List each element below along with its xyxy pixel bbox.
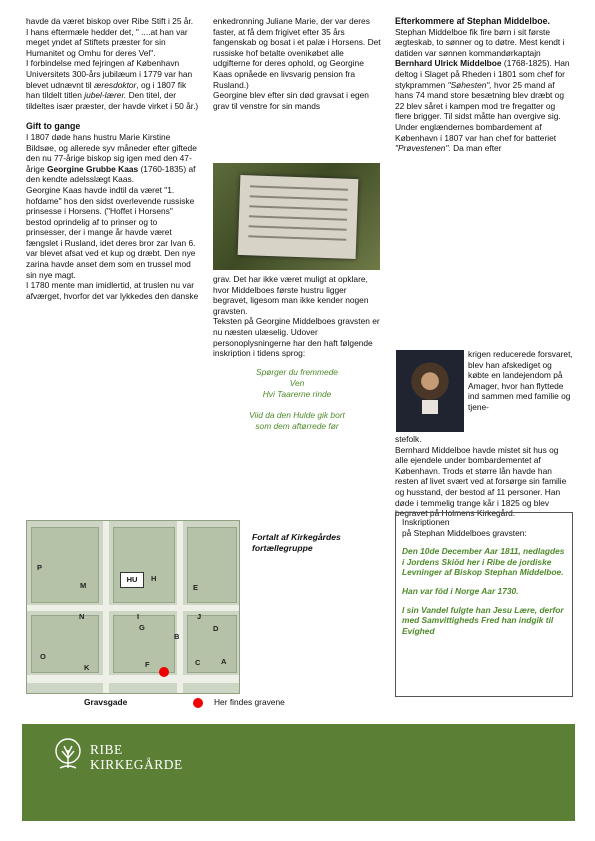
column-3-wrap [468,349,574,413]
section-heading: Gift to gange [26,121,81,132]
map-caption: Fortalt af Kirkegårdes fortællegruppe [252,532,341,553]
tree-logo-icon [54,738,82,772]
legend-label: Her findes gravene [214,697,285,707]
map-label: M [80,581,87,590]
column-2 [213,16,381,111]
map-label: C [195,658,201,667]
paragraph: I hans eftermæle hedder det, " ....at han var meget yndet af Stiftets præster for sin Humanitet og Omhu for deres Vel". [26,26,188,58]
map-label: O [40,652,46,661]
paragraph: enkedronning Juliane Marie, der var deres faster, at få dem frigivet efter 35 års fangenskab og bosat i et palæ i Horsens. Det russiske hof betalte ovenikøbet alle udgifterne for deres ophold, og Georgine Kaas opnåede en livsvarig pension fra Rusland.) [213,16,381,90]
map-street-label: Gravsgade [84,697,128,707]
paragraph: grav. Det har ikke været muligt at opklare, hvor Middelboes første hustru ligger begravet, ligesom man ikke kender nogen gravsten. [213,274,369,316]
cemetery-map [26,520,240,694]
portrait-photo [396,350,464,432]
legend-dot [193,698,203,708]
footer-banner [22,724,575,821]
map-label: H [151,574,157,583]
paragraph: havde da været biskop over Ribe Stift i 25 år. [26,16,194,26]
paragraph: I 1780 mente man imidlertid, at truslen nu var afværget, hvorfor det var lykkedes den danske [26,280,199,301]
paragraph: Under englændernes bombardement af København i 1807 var han chef for batteriet "Prøvestenen". Da man efter [395,121,557,154]
column-3 [395,16,573,154]
column-3-lower [395,434,573,519]
map-label: B [174,632,180,641]
section-heading: Efterkommere af Stephan Middelboe. [395,16,550,26]
paragraph: Georgine Kaas havde indtil da været "1. hofdame" hos den sidst overlevende russiske prinsesse i Horsens. ("Hoffet i Horsens" bestod oprindelig af to prinser og to prinsesser, der i mange år havde været fængslet i Rusland, idet deres bror zar Ivan 6. var blevet afsat ved et kup og dræbt. Den nye zarina havde anset dem som en trussel mod sin nye magt. [26,184,196,280]
column-2-lower [213,274,381,432]
map-label: D [213,624,219,633]
column-1 [26,16,200,301]
inscription-title: Inskriptionen [402,517,450,527]
grave-location-marker [159,667,169,677]
map-label: J [197,612,202,621]
paragraph: stefolk. [395,434,422,444]
gravestone-photo [213,163,380,270]
paragraph: I 1807 døde hans hustru Marie Kirstine Bildsøe, og allerede syv måneder efter giftede den nu 77-årige biskop sig igen med den 47-årige Georgine Grubbe Kaas (1760-1835) af den kendte adelsslægt Kaas. [26,131,197,185]
map-label: A [221,657,227,666]
paragraph: Stephan Middelboe fik fire børn i sit første ægteskab, to sønner og to døtre. Mest kendt i datiden var sønnen kommandørkaptajn Bernhard Ulrick Middelboe (1768-1825). Han deltog i Slaget på Rheden i 1801 som chef for stykprammen "Søhesten", hvor 25 mand af hans 74 mand store besætning blev dræbt og 22 blev såret i kampen mod tre fregatter og flere brigger. Til sidst måtte han overgive sig. [395,26,570,122]
paragraph: Teksten på Georgine Middelboes gravsten er nu næsten ulæselig. Udover personoplysningerne har den haft følgende inskription i tidens sprog: [213,316,380,359]
map-label: I [137,612,140,621]
inscription-box [395,512,573,697]
map-label: N [79,612,85,621]
map-label: P [37,563,43,572]
inscription-line: Han var föd i Norge Aar 1730. [402,585,519,596]
paragraph: Georgine blev efter sin død gravsat i egen grav til venstre for sin mands [213,90,369,111]
gravestone-poem: Spørger du fremmede Ven Hvi Taarerne rinde Viid da den Hulde gik bort som dem aftørrede før [249,366,345,431]
map-label: K [84,663,90,672]
footer-logo-text: RIBE KIRKEGÅRDE [90,742,183,772]
map-building-hu: HU [120,572,144,588]
inscription-subtitle: på Stephan Middelboes gravsten: [402,527,527,538]
map-label: F [145,660,150,669]
paragraph: Bernhard Middelboe havde mistet sit hus og alle ejendele under bombardementet af København. Trods et større lån havde han resten af livet svært ved at forsørge sin familie og husstand, der bestod af 11 personer. Han døde i temmelig trange kår i 1825 og blev begravet på Holmens Kirkegård. [395,444,567,519]
map-label: E [193,583,199,592]
paragraph: I forbindelse med fejringen af København Universitets 300-års jubilæum i 1779 var han blevet udnævnt til æresdoktor, og i 1807 fik han tildelt titlen jubel-lærer. Den titel, der tildeltes især præster, der havde virket i 50 år.) [26,58,199,111]
inscription-line: Den 10de December Aar 1811, nedlagdes i Jordens Skiöd her i Ribe de jordiske Levninger af Biskop Stephan Middelboe. [402,546,565,578]
map-label: G [139,623,145,632]
paragraph: krigen reducerede forsvaret, blev han afskediget og købte en landejendom på Amager, hvor han flyttede ind sammen med familie og tjene- [468,349,573,412]
inscription-line: I sin Vandel fulgte han Jesu Lære, derfor med Samvittigheds Fred han indgik til Evighed [402,604,564,636]
